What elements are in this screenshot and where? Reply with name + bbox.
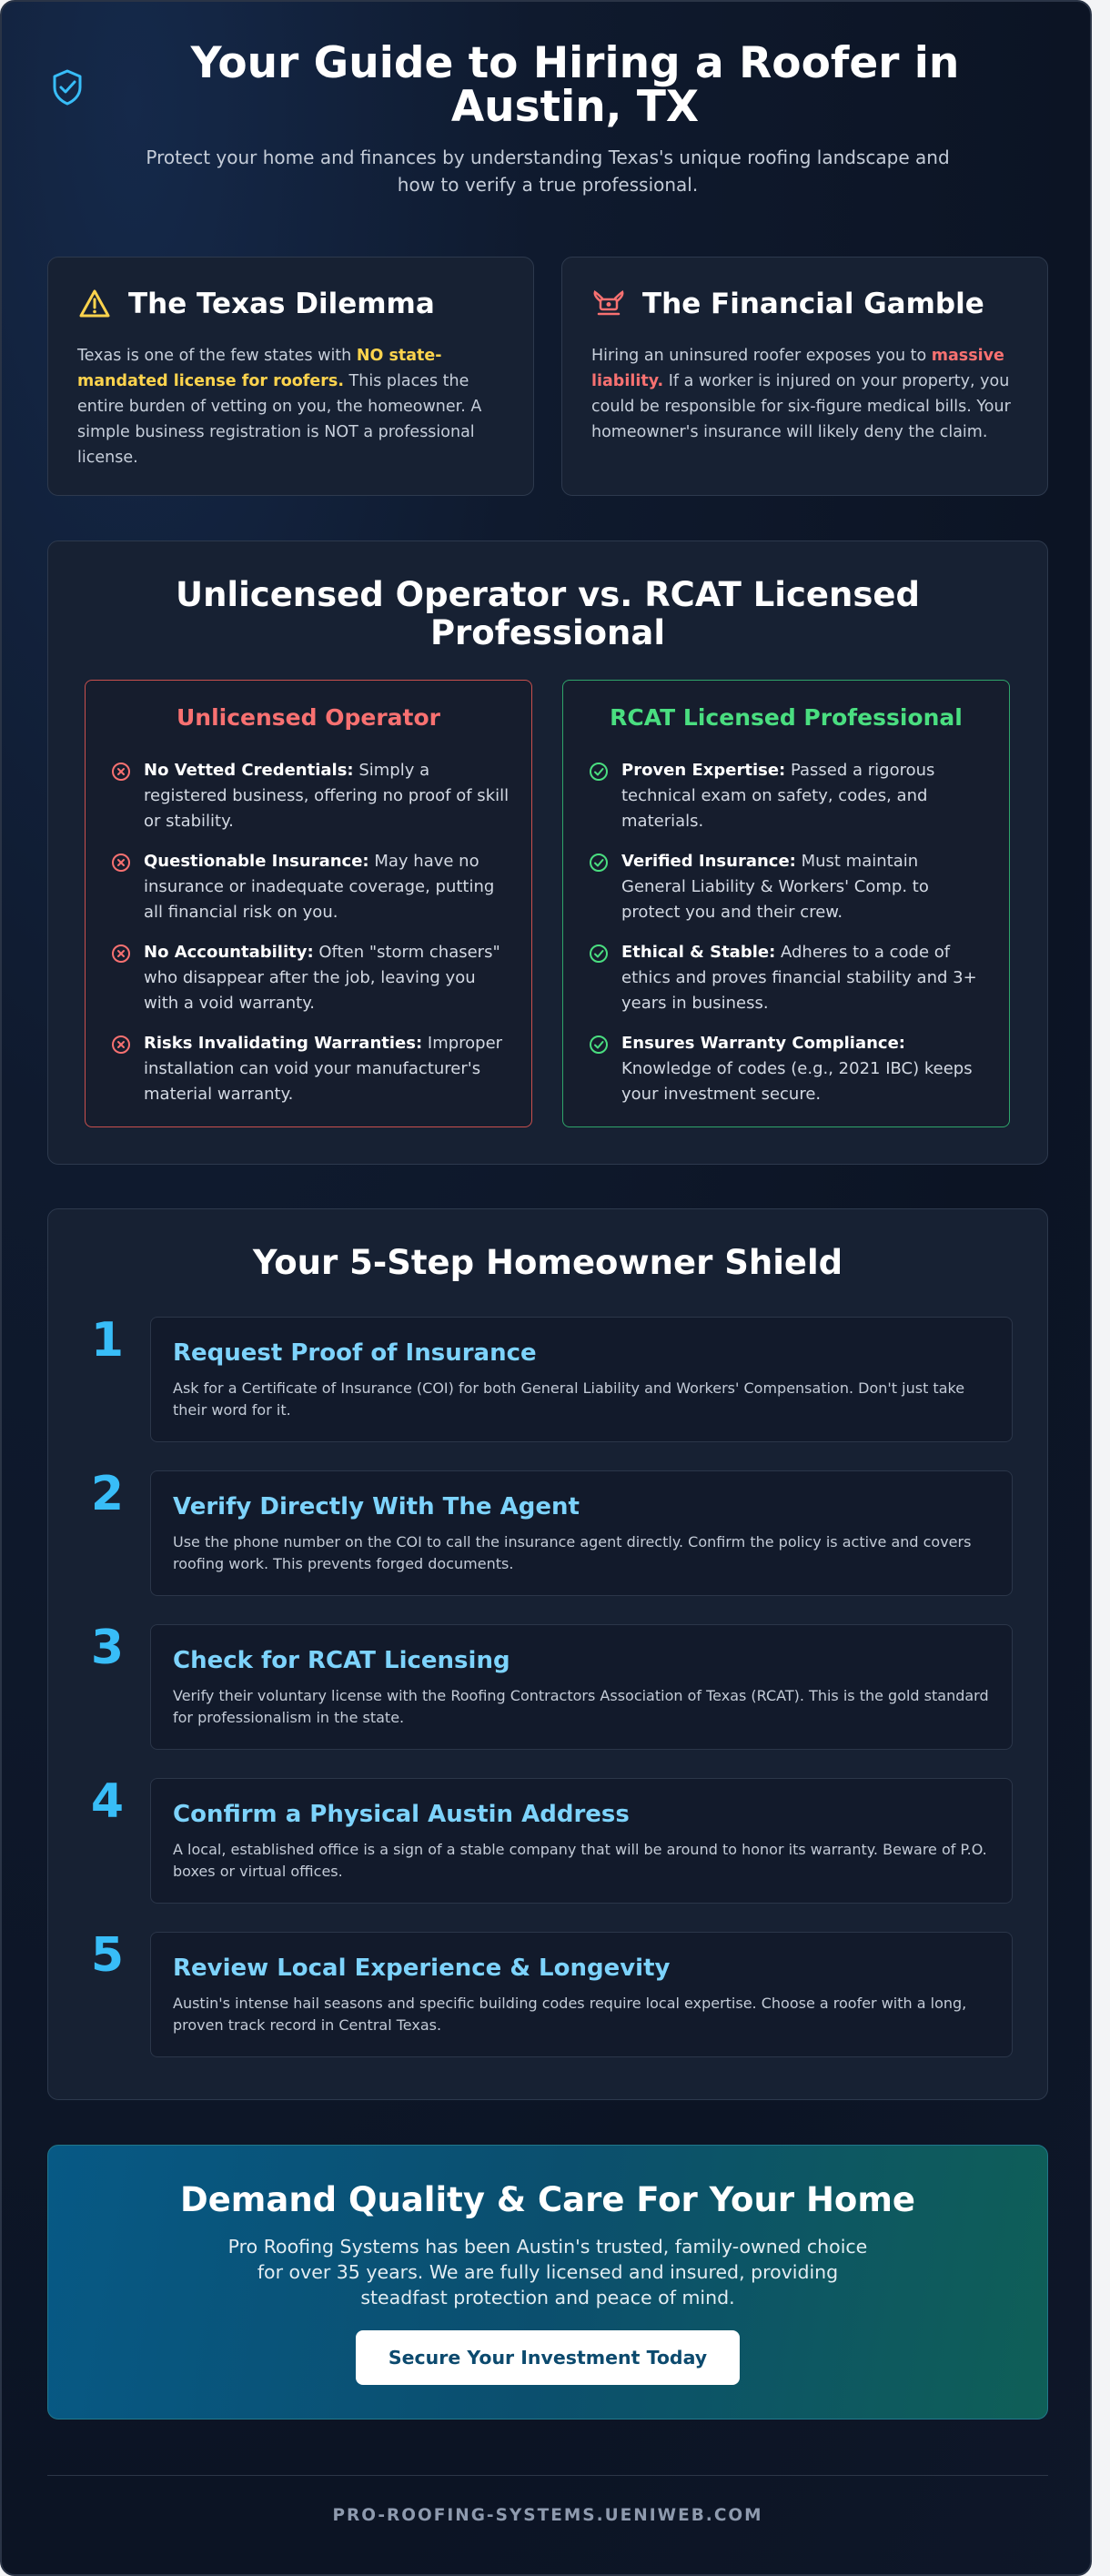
page-title: Your Guide to Hiring a Roofer in Austin, TX [190, 38, 960, 132]
x-circle-icon [111, 762, 131, 782]
comparison-item-text: Ensures Warranty Compliance: Knowledge of codes (e.g., 2021 IBC) keeps your investment secure. [621, 1034, 973, 1104]
comparison-item-text: Ethical & Stable: Adheres to a code of ethics and proves financial stability and 3+ years in business. [621, 943, 977, 1013]
step-4 [48, 1774, 1049, 1905]
step-title: Request Proof of Insurance [173, 1339, 537, 1367]
x-circle-icon [111, 944, 131, 964]
step-card [150, 1778, 1013, 1904]
step-text: Ask for a Certificate of Insurance (COI) for both General Liability and Workers' Compensation. Don't just take their word for it. [173, 1379, 965, 1419]
comparison-item [585, 1031, 987, 1107]
gamble-text: Hiring an uninsured roofer exposes you to massive liability. If a worker is injured on your property, you could be responsible for six-figure medical bills. Your homeowner's insurance will likely deny the claim. [591, 347, 1011, 441]
check-circle-icon [589, 944, 609, 964]
cta-title: Demand Quality & Care For Your Home [180, 2180, 915, 2219]
comparison-item-text: No Vetted Credentials: Simply a registered business, offering no proof of skill or stability. [144, 761, 510, 831]
comparison-item-text: Verified Insurance: Must maintain General Liability & Workers' Comp. to protect you and their crew. [621, 852, 929, 922]
cta-text: Pro Roofing Systems has been Austin's trusted, family-owned choice for over 35 years. We are fully licensed and insured, providing steadfast protection and peace of mind. [227, 2236, 868, 2308]
dilemma-title: The Texas Dilemma [128, 288, 435, 320]
comparison-section [47, 540, 1048, 1165]
step-number: 3 [90, 1621, 125, 1675]
footer-site-link[interactable]: PRO-ROOFING-SYSTEMS.UENIWEB.COM [332, 2506, 763, 2525]
step-number: 2 [90, 1467, 125, 1521]
step-title: Confirm a Physical Austin Address [173, 1801, 630, 1828]
steps-title: Your 5-Step Homeowner Shield [252, 1243, 843, 1282]
texas-dilemma-card [47, 257, 534, 496]
page-subtitle: Protect your home and finances by understanding Texas's unique roofing landscape and how to verify a true professional. [146, 146, 950, 196]
hero [47, 38, 1048, 198]
steps-section [47, 1208, 1048, 2100]
money-wings-icon [591, 287, 626, 321]
dilemma-text: Texas is one of the few states with NO state-mandated license for roofers. This places the entire burden of vetting on you, the homeowner. A simple business registration is NOT a professional license. [77, 347, 482, 467]
check-circle-icon [589, 1035, 609, 1055]
comparison-item-text: Risks Invalidating Warranties: Improper installation can void your manufacturer's material warranty. [144, 1034, 503, 1104]
x-circle-icon [111, 853, 131, 873]
dilemma-highlight: NO state-mandated license for roofers. [77, 347, 442, 390]
comparison-item [585, 940, 987, 1016]
footer-divider [47, 2475, 1048, 2476]
warning-triangle-icon [77, 287, 112, 321]
step-title: Check for RCAT Licensing [173, 1647, 510, 1674]
step-text: Use the phone number on the COI to call the insurance agent directly. Confirm the policy is active and covers roofing work. This prevents forged documents. [173, 1533, 972, 1572]
step-card [150, 1932, 1013, 2057]
step-text: Austin's intense hail seasons and specific building codes require local expertise. Choose a roofer with a long, proven track record in Central Texas. [173, 1995, 967, 2034]
financial-gamble-card [561, 257, 1048, 496]
check-circle-icon [589, 853, 609, 873]
comparison-item [585, 849, 987, 925]
comparison-item [585, 758, 987, 834]
check-circle-icon [589, 762, 609, 782]
comparison-item [107, 940, 510, 1016]
step-text: A local, established office is a sign of a stable company that will be around to honor its warranty. Beware of P.O. boxes or virtual offices. [173, 1841, 987, 1880]
step-card [150, 1624, 1013, 1750]
unlicensed-heading: Unlicensed Operator [176, 704, 440, 731]
step-3 [48, 1621, 1049, 1752]
step-1 [48, 1313, 1049, 1444]
comparison-item-text: Proven Expertise: Passed a rigorous technical exam on safety, codes, and materials. [621, 761, 935, 831]
step-card [150, 1317, 1013, 1442]
gamble-title: The Financial Gamble [642, 288, 984, 320]
step-5 [48, 1928, 1049, 2059]
licensed-column [562, 680, 1010, 1127]
gamble-highlight: massive liability. [591, 347, 1004, 390]
comparison-item [107, 758, 510, 834]
step-number: 4 [90, 1774, 125, 1829]
step-2 [48, 1467, 1049, 1598]
comparison-item [107, 1031, 510, 1107]
step-title: Review Local Experience & Longevity [173, 1955, 671, 1982]
comparison-title: Unlicensed Operator vs. RCAT Licensed Professional [176, 575, 920, 652]
x-circle-icon [111, 1035, 131, 1055]
cta-banner [47, 2145, 1048, 2419]
licensed-heading: RCAT Licensed Professional [610, 704, 963, 731]
comparison-item-text: Questionable Insurance: May have no insurance or inadequate coverage, putting all financial risk on you. [144, 852, 495, 922]
step-card [150, 1470, 1013, 1596]
secure-investment-button[interactable]: Secure Your Investment Today [356, 2330, 740, 2385]
step-title: Verify Directly With The Agent [173, 1493, 580, 1520]
comparison-item [107, 849, 510, 925]
step-number: 1 [90, 1313, 125, 1368]
step-text: Verify their voluntary license with the Roofing Contractors Association of Texas (RCAT). This is the gold standard for professionalism in the state. [173, 1687, 989, 1726]
unlicensed-column [85, 680, 532, 1127]
comparison-item-text: No Accountability: Often "storm chasers" who disappear after the job, leaving you with a void warranty. [144, 943, 500, 1013]
shield-check-icon [47, 67, 87, 107]
step-number: 5 [90, 1928, 125, 1983]
